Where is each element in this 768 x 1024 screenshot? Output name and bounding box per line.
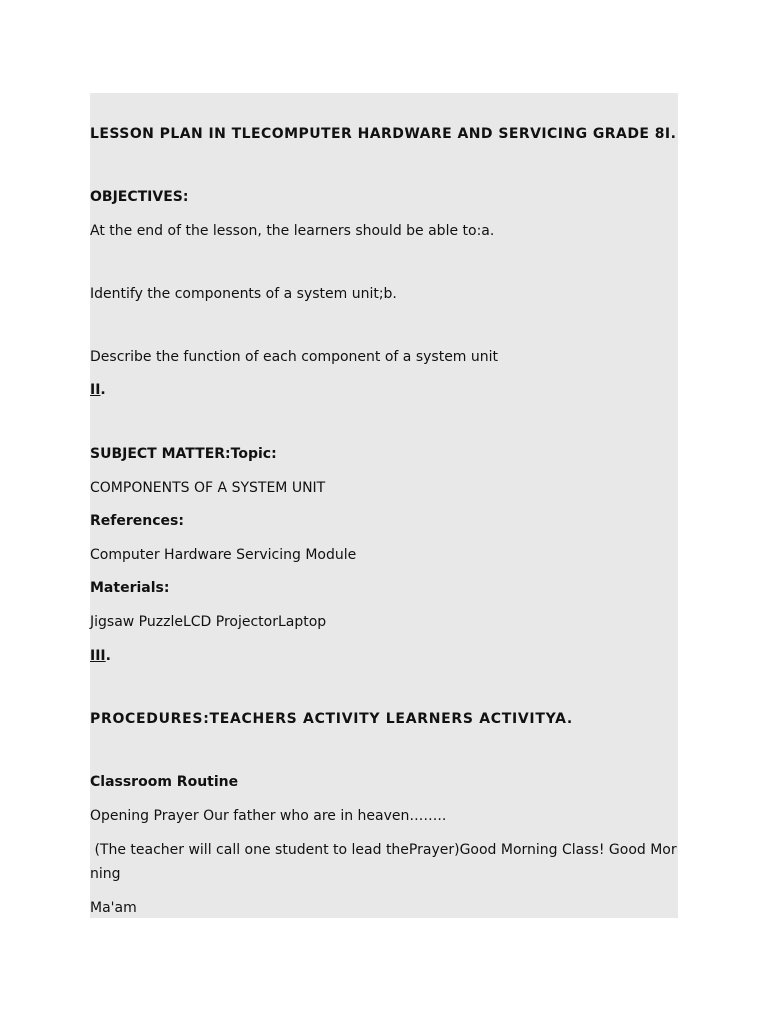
section-ii-dot: . xyxy=(100,382,106,398)
section-iii-numeral: III xyxy=(90,648,106,664)
objectives-intro: At the end of the lesson, the learners should be able to:a. xyxy=(90,223,495,239)
opening-prayer-text: Opening Prayer Our father who are in heaven…….. xyxy=(90,808,447,824)
objectives-heading: OBJECTIVES: xyxy=(90,189,189,205)
references-heading: References: xyxy=(90,513,184,529)
subject-matter-heading: SUBJECT MATTER:Topic: xyxy=(90,446,277,462)
objective-b: Describe the function of each component of a system unit xyxy=(90,349,499,365)
references-text: Computer Hardware Servicing Module xyxy=(90,547,357,563)
maam-text: Ma'am xyxy=(90,900,137,916)
materials-text: Jigsaw PuzzleLCD ProjectorLaptop xyxy=(90,614,327,630)
teacher-call-line-2: ning xyxy=(90,866,121,882)
materials-heading: Materials: xyxy=(90,580,170,596)
section-ii-marker xyxy=(90,382,106,398)
section-iii-marker xyxy=(90,648,111,664)
objective-a: Identify the components of a system unit;b. xyxy=(90,286,397,302)
teacher-call-line-1: (The teacher will call one student to lead thePrayer)Good Morning Class! Good Mor xyxy=(90,842,677,858)
procedures-heading: PROCEDURES:TEACHERS ACTIVITY LEARNERS ACTIVITYA. xyxy=(90,711,573,727)
section-iii-dot: . xyxy=(105,648,111,664)
topic-text: COMPONENTS OF A SYSTEM UNIT xyxy=(90,480,326,496)
document-title: LESSON PLAN IN TLECOMPUTER HARDWARE AND SERVICING GRADE 8I. xyxy=(90,126,677,142)
section-ii-numeral: II xyxy=(90,382,101,398)
document-page xyxy=(90,93,678,918)
classroom-routine-heading: Classroom Routine xyxy=(90,774,239,790)
